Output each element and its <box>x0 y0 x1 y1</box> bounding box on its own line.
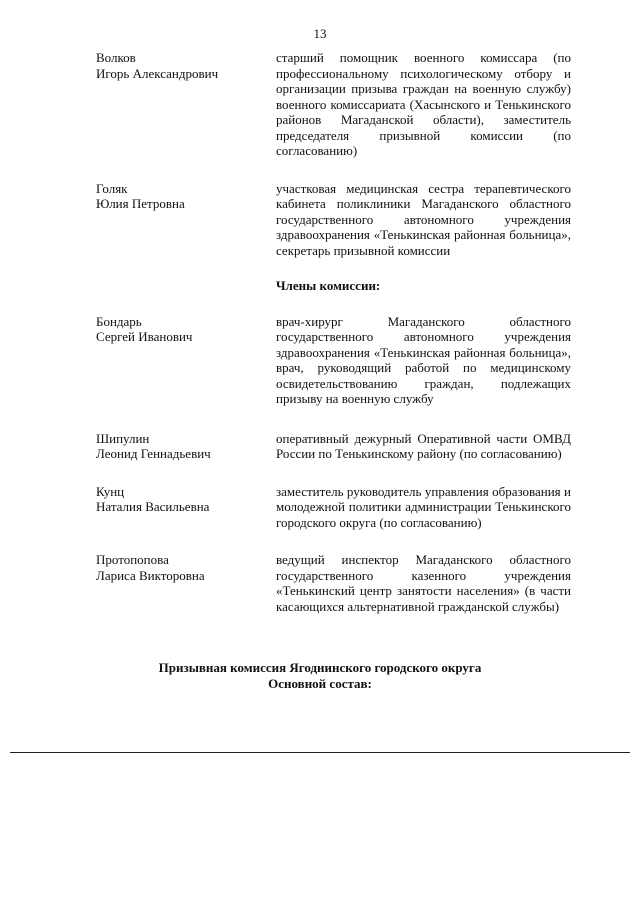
members-section-heading: Члены комиссии: <box>276 278 381 293</box>
section-title <box>0 660 640 692</box>
member-given-names: Наталия Васильевна <box>96 499 210 514</box>
member-surname: Кунц <box>96 483 125 499</box>
commission-member-entry <box>0 431 640 462</box>
member-role: старший помощник военного комиссара (по профессиональному психологическому отбору и организации призыва граждан на военную службу) военного комиссариата (Хасынского и Тенькинского районов Магаданской области), заместитель председателя призывной комиссии (по согласованию) <box>276 50 571 158</box>
member-role: заместитель руководитель управления образования и молодежной политики администрации Тенькинского городского округа (по согласованию) <box>276 483 571 530</box>
member-surname: Шипулин <box>96 430 150 446</box>
page-divider <box>10 752 630 753</box>
section-heading-row <box>0 278 640 294</box>
member-role: ведущий инспектор Магаданского областного государственного казенного учреждения «Тенькинский центр занятости населения» (в части касающихся альтернативной гражданской службы) <box>276 552 571 614</box>
commission-member-entry <box>0 484 640 531</box>
commission-list <box>0 50 640 614</box>
member-role: оперативный дежурный Оперативной части ОМВД России по Тенькинскому району (по согласованию) <box>276 430 571 461</box>
member-surname: Волков <box>96 50 136 65</box>
commission-member-entry <box>0 181 640 259</box>
member-surname: Бондарь <box>96 313 142 329</box>
member-given-names: Леонид Геннадьевич <box>96 446 211 461</box>
member-name <box>96 431 266 462</box>
commission-member-entry <box>0 50 640 159</box>
member-given-names: Игорь Александрович <box>96 65 219 81</box>
member-role: участковая медицинская сестра терапевтического кабинета поликлиники Магаданского областного государственного автономного учреждения здравоохранения «Тенькинская районная больница», секретарь призывной комиссии <box>276 180 571 258</box>
member-given-names: Сергей Иванович <box>96 329 193 344</box>
member-role: врач-хирург Магаданского областного государственного автономного учреждения здравоохранения «Тенькинская районная больница», врач, руководящий работой по медицинскому освидетельствованию граждан, подлежащих призыву на военную службу <box>276 313 571 406</box>
page-number: 13 <box>313 26 327 41</box>
composition-subtitle: Основной состав: <box>268 676 372 691</box>
member-given-names: Лариса Викторовна <box>96 567 205 583</box>
member-surname: Голяк <box>96 180 128 196</box>
member-name <box>96 484 266 515</box>
commission-title: Призывная комиссия Ягоднинского городского округа <box>158 660 482 675</box>
member-name <box>96 314 266 345</box>
member-name <box>96 552 266 583</box>
member-given-names: Юлия Петровна <box>96 196 185 211</box>
member-surname: Протопопова <box>96 552 169 567</box>
member-name <box>96 181 266 212</box>
member-name <box>96 50 266 81</box>
commission-member-entry <box>0 552 640 614</box>
commission-member-entry <box>0 314 640 407</box>
